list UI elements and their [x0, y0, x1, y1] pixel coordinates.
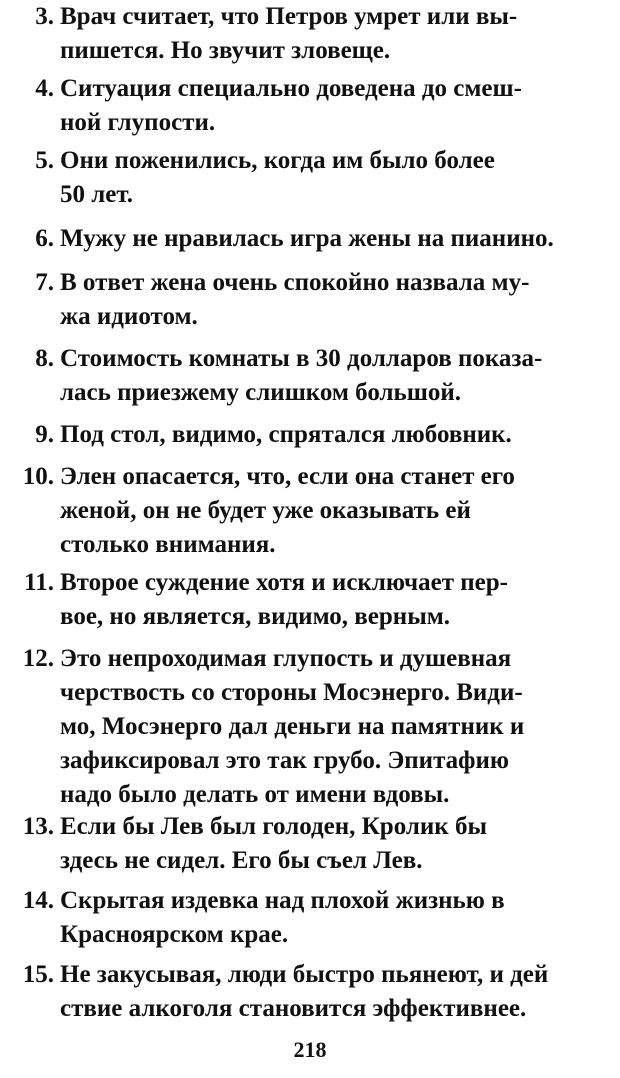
item-text-line: здесь не сидел. Его бы съел Лев.: [60, 847, 423, 874]
page-number: 218: [293, 1037, 327, 1062]
item-number: 5.: [35, 147, 54, 174]
item-text-line: жа идиотом.: [60, 303, 198, 330]
item-text-line: 50 лет.: [60, 181, 134, 208]
item-number: 4.: [35, 75, 54, 102]
item-text: [60, 566, 612, 634]
item-text: [60, 642, 612, 812]
item-number: 6.: [35, 225, 54, 252]
item-text-line: надо было делать от имени вдовы.: [60, 781, 450, 808]
item-text: [60, 222, 612, 256]
item-number: 8.: [35, 345, 54, 372]
item-number: 13.: [22, 813, 54, 840]
item-text-line: Мужу не нравилась игра жены на пианино.: [60, 225, 554, 252]
item-text-line: Ситуация специально доведена до смеш-: [60, 75, 522, 102]
item-text-line: Врач считает, что Петров умрет или вы-: [60, 3, 518, 30]
item-text-line: Они поженились, когда им было более: [60, 147, 495, 174]
item-number: 9.: [35, 421, 54, 448]
item-text: [60, 266, 612, 334]
item-text: [60, 144, 612, 212]
item-text: [60, 810, 612, 878]
item-text: [60, 72, 612, 140]
item-text-line: вое, но является, видимо, верным.: [60, 603, 450, 630]
item-text-line: ной глупости.: [60, 109, 216, 136]
item-text-line: женой, он не будет уже оказывать ей: [60, 497, 471, 524]
item-number: 7.: [35, 269, 54, 296]
item-text-line: Если бы Лев был голоден, Кролик бы: [60, 813, 487, 840]
item-number: 14.: [22, 887, 54, 914]
item-text: [60, 958, 612, 1026]
item-number: 3.: [35, 3, 54, 30]
item-text: [60, 0, 612, 68]
item-text-line: В ответ жена очень спокойно назвала му-: [60, 269, 530, 296]
item-text-line: Под стол, видимо, спрятался любовник.: [60, 421, 512, 448]
item-text-line: черствость со стороны Мосэнерго. Види-: [60, 679, 523, 706]
item-text-line: мо, Мосэнерго дал деньги на памятник и: [60, 713, 525, 740]
item-text-line: Не закусывая, люди быстро пьянеют, и дей: [60, 961, 549, 988]
item-number: 15.: [22, 961, 54, 988]
item-text-line: ствие алкоголя становится эффективнее.: [60, 995, 527, 1022]
item-text: [60, 884, 612, 952]
item-text-line: Элен опасается, что, если она станет его: [60, 463, 515, 490]
item-number: 11.: [24, 569, 54, 596]
item-text-line: Скрытая издевка над плохой жизнью в: [60, 887, 505, 914]
item-text-line: зафиксировал это так грубо. Эпитафию: [60, 747, 509, 774]
item-text: [60, 418, 612, 452]
item-text-line: пишется. Но звучит зловеще.: [60, 37, 391, 64]
item-text: [60, 342, 612, 410]
item-text-line: лась приезжему слишком большой.: [60, 379, 462, 406]
item-number: 12.: [22, 645, 54, 672]
item-text-line: Это непроходимая глупость и душевная: [60, 645, 512, 672]
item-number: 10.: [22, 463, 54, 490]
item-text-line: Красноярском крае.: [60, 921, 289, 948]
item-text-line: Второе суждение хотя и исключает пер-: [60, 569, 508, 596]
item-text: [60, 460, 612, 562]
item-text-line: столько внимания.: [60, 531, 276, 558]
item-text-line: Стоимость комнаты в 30 долларов показа-: [60, 345, 543, 372]
